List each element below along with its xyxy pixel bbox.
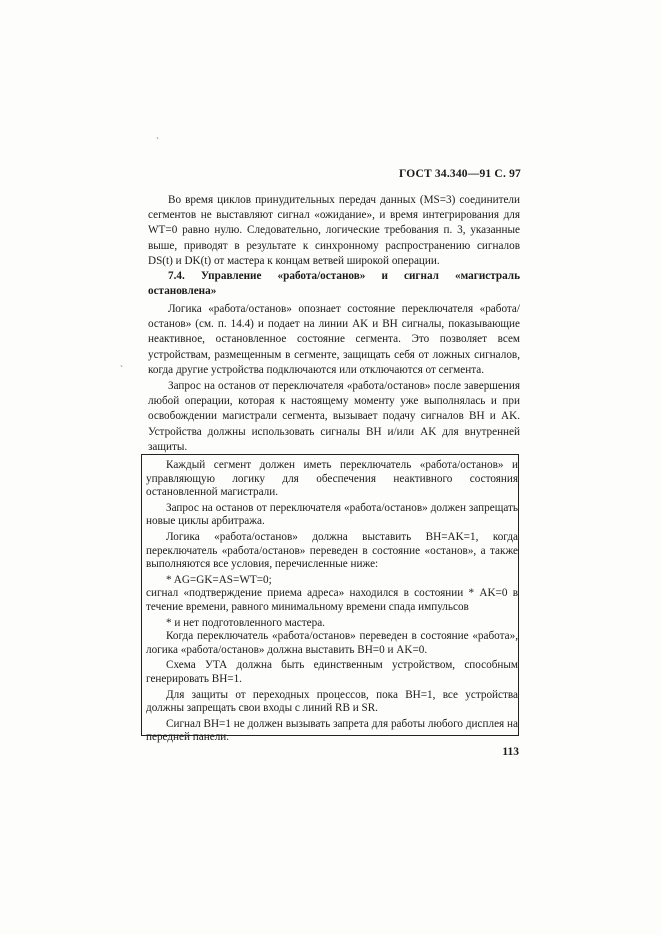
scan-mark: ` — [120, 364, 123, 374]
scan-mark: ` — [156, 136, 159, 146]
requirement-bullet: * и нет подготовленного мастера. — [166, 616, 325, 629]
page-number: 113 — [502, 746, 519, 758]
paragraph: Логика «работа/останов» опознает состояние переключателя «работа/останов» (см. п. 14.4) и подает на линии AK и BH сигналы, показывающие неактивное, остановленное состояние сегмента. Это позволяет всем устройствам, размещенным в сегменте, защищать себя от ложных сигналов, когда другие устройства подключаются или отключаются от сегмента. — [148, 303, 520, 376]
requirement: Для защиты от переходных процессов, пока BH=1, все устройства должны запрещать свои входы с линий RB и SR. — [146, 688, 518, 715]
paragraph: Запрос на останов от переключателя «работа/останов» после завершения любой операции, которая к настоящему моменту уже выполнялась и при освобождении магистрали сегмента, вызывает подачу сигналов BH и AK. Устройства должны использовать сигналы BH и/или AK для внутренней защиты. — [148, 380, 520, 453]
section-heading: 7.4. Управление «работа/останов» и сигнал «магистраль остановлена» — [148, 270, 520, 298]
requirement: Каждый сегмент должен иметь переключатель «работа/останов» и управляющую логику для обеспечения неактивного состояния остановленной магистрали. — [146, 459, 518, 499]
intro-text — [148, 193, 520, 269]
requirement: Схема УТА должна быть единственным устройством, способным генерировать BH=1. — [146, 659, 518, 685]
section-text — [148, 302, 520, 455]
requirement-bullet: * AG=GK=AS=WT=0; — [166, 573, 272, 586]
requirement: Когда переключатель «работа/останов» переведен в состояние «работа», логика «работа/останов» должна выставить BH=0 и AK=0. — [146, 630, 518, 656]
page-header: ГОСТ 34.340—91 С. 97 — [398, 168, 521, 180]
requirement: Логика «работа/останов» должна выставить BH=AK=1, когда переключатель «работа/останов» переведен в состояние «останов», а также выполняются все условия, перечисленные ниже: — [146, 530, 518, 571]
requirement: Запрос на останов от переключателя «работа/останов» должен запрещать новые циклы арбитража. — [146, 501, 518, 528]
requirement: сигнал «подтверждение приема адреса» находился в состоянии * AK=0 в течение времени, равного минимальному времени спада импульсов — [146, 587, 518, 613]
paragraph: Во время циклов принудительных передач данных (MS=3) соединители сегментов не выставляют сигнал «ожидание», и время интегрирования для WT=0 равно нулю. Следовательно, логические требования п. 3, указанные выше, приводят в результате к синхронному распространению сигналов DS(t) и DK(t) от мастера к концам ветвей широкой операции. — [148, 194, 520, 267]
requirement: Сигнал BH=1 не должен вызывать запрета для работы любого дисплея на передней панели. — [146, 717, 518, 744]
requirements-text — [146, 459, 518, 747]
